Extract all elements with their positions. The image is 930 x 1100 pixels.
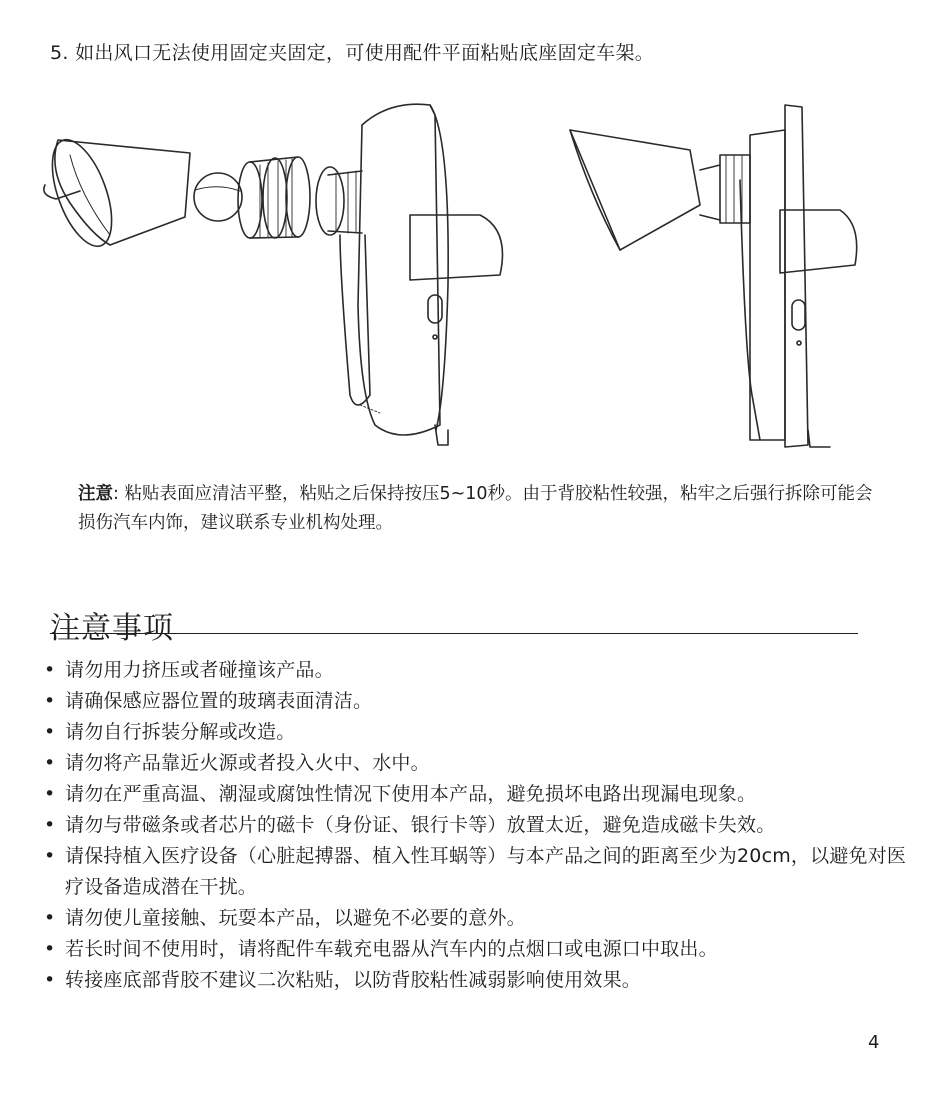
list-item-text: 请勿与带磁条或者芯片的磁卡（身份证、银行卡等）放置太近，避免造成磁卡失效。 (65, 814, 776, 836)
list-item-text: 请勿自行拆装分解或改造。 (65, 721, 296, 743)
mount-assembly-illustration (40, 95, 880, 455)
bullet-icon: • (44, 721, 56, 743)
list-item-text: 请勿将产品靠近火源或者投入火中、水中。 (65, 752, 430, 774)
list-item-text: 请确保感应器位置的玻璃表面清洁。 (65, 690, 373, 712)
bullet-icon: • (44, 938, 56, 960)
list-item (44, 686, 924, 717)
page-number: 4 (868, 1032, 880, 1053)
list-item (44, 965, 924, 996)
list-item-text: 请勿用力挤压或者碰撞该产品。 (65, 659, 334, 681)
list-item (44, 903, 924, 934)
bullet-icon: • (44, 969, 56, 991)
bullet-icon: • (44, 814, 56, 836)
list-item (44, 717, 924, 748)
precautions-list (44, 655, 924, 996)
list-item (44, 810, 924, 841)
step-5-instruction: 5. 如出风口无法使用固定夹固定，可使用配件平面粘贴底座固定车架。 (50, 42, 655, 64)
heading-divider (50, 633, 858, 634)
list-item (44, 655, 924, 686)
list-item (44, 841, 924, 903)
assembled-view-illustration (570, 105, 857, 447)
bullet-icon: • (44, 845, 56, 867)
bullet-icon: • (44, 752, 56, 774)
list-item (44, 934, 924, 965)
list-item-text: 请勿在严重高温、潮湿或腐蚀性情况下使用本产品，避免损坏电路出现漏电现象。 (65, 783, 757, 805)
precautions-heading: 注意事项 (50, 610, 174, 646)
list-item (44, 748, 924, 779)
list-item-text: 转接座底部背胶不建议二次粘贴，以防背胶粘性减弱影响使用效果。 (65, 969, 642, 991)
exploded-view-illustration (40, 104, 502, 445)
list-item (44, 779, 924, 810)
adhesive-note (78, 480, 878, 538)
bullet-icon: • (44, 907, 56, 929)
list-item-text: 若长时间不使用时，请将配件车载充电器从汽车内的点烟口或电源口中取出。 (65, 938, 718, 960)
bullet-icon: • (44, 690, 56, 712)
bullet-icon: • (44, 783, 56, 805)
bullet-icon: • (44, 659, 56, 681)
list-item-text: 请勿使儿童接触、玩耍本产品，以避免不必要的意外。 (65, 907, 526, 929)
note-label: 注意 (78, 484, 113, 504)
note-text: : 粘贴表面应清洁平整，粘贴之后保持按压5~10秒。由于背胶粘性较强，粘牢之后强行拆除可能会损伤汽车内饰，建议联系专业机构处理。 (78, 484, 873, 533)
list-item-text: 请保持植入医疗设备（心脏起搏器、植入性耳蜗等）与本产品之间的距离至少为20cm，以避免对医疗设备造成潜在干扰。 (65, 845, 907, 898)
